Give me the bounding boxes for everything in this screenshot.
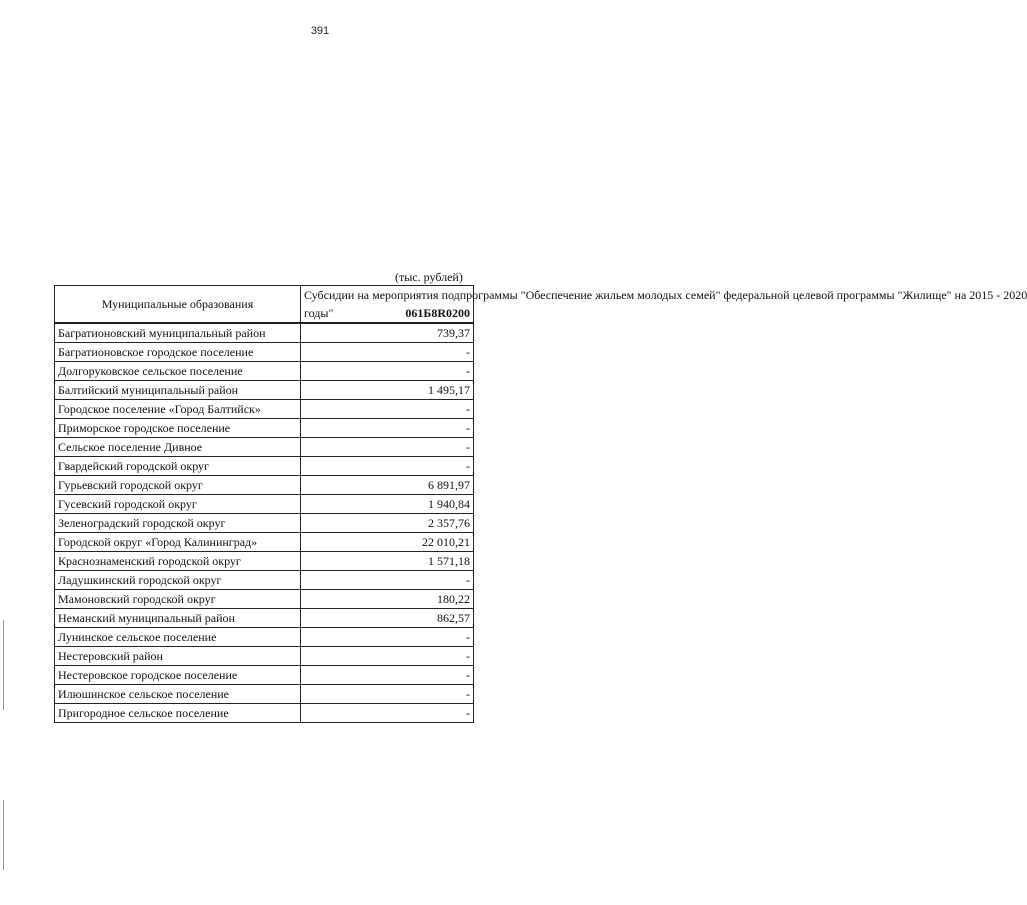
table-row xyxy=(55,666,474,685)
table-row xyxy=(55,685,474,704)
municipality-name: Илюшинское сельское поселение xyxy=(55,685,301,704)
subsidy-header-tail: годы" xyxy=(304,306,334,320)
subsidy-value: 6 891,97 xyxy=(301,476,474,495)
column-header-subsidy xyxy=(301,286,1027,324)
subsidy-value: - xyxy=(301,362,474,381)
subsidy-table xyxy=(54,285,1027,723)
municipality-name: Долгоруковское сельское поселение xyxy=(55,362,301,381)
municipality-name: Зеленоградский городской округ xyxy=(55,514,301,533)
subsidy-value: 1 571,18 xyxy=(301,552,474,571)
subsidy-budget-code: 061Б8R0200 xyxy=(405,306,470,320)
table-row xyxy=(55,476,474,495)
subsidy-value: 180,22 xyxy=(301,590,474,609)
table-row xyxy=(55,609,474,628)
scan-margin-mark xyxy=(3,800,4,870)
subsidy-value: 22 010,21 xyxy=(301,533,474,552)
subsidy-value: - xyxy=(301,666,474,685)
subsidy-value: - xyxy=(301,343,474,362)
table-row xyxy=(55,495,474,514)
scan-margin-mark xyxy=(3,620,4,710)
municipality-name: Мамоновский городской округ xyxy=(55,590,301,609)
subsidy-value: - xyxy=(301,571,474,590)
municipality-name: Нестеровский район xyxy=(55,647,301,666)
subsidy-value: - xyxy=(301,647,474,666)
municipality-name: Гурьевский городской округ xyxy=(55,476,301,495)
table-row xyxy=(55,438,474,457)
municipality-name: Ладушкинский городской округ xyxy=(55,571,301,590)
municipality-name: Багратионовский муниципальный район xyxy=(55,323,301,343)
municipality-name: Городской округ «Город Калининград» xyxy=(55,533,301,552)
municipality-name: Городское поселение «Город Балтийск» xyxy=(55,400,301,419)
municipality-name: Лунинское сельское поселение xyxy=(55,628,301,647)
municipality-name: Пригородное сельское поселение xyxy=(55,704,301,723)
municipality-name: Нестеровское городское поселение xyxy=(55,666,301,685)
table-row xyxy=(55,457,474,476)
table-row xyxy=(55,323,474,343)
subsidy-value: 2 357,76 xyxy=(301,514,474,533)
units-note: (тыс. рублей) xyxy=(395,270,463,284)
page-number: 391 xyxy=(310,25,330,37)
column-header-municipality: Муниципальные образования xyxy=(55,286,301,324)
subsidy-value: 1 940,84 xyxy=(301,495,474,514)
municipality-name: Гвардейский городской округ xyxy=(55,457,301,476)
municipality-name: Багратионовское городское поселение xyxy=(55,343,301,362)
table-row xyxy=(55,628,474,647)
subsidy-value: - xyxy=(301,400,474,419)
subsidy-header-code-line xyxy=(304,304,470,322)
subsidy-value: 862,57 xyxy=(301,609,474,628)
table-row xyxy=(55,514,474,533)
table-row xyxy=(55,704,474,723)
subsidy-value: 739,37 xyxy=(301,323,474,343)
municipality-name: Гусевский городской округ xyxy=(55,495,301,514)
table-row xyxy=(55,400,474,419)
subsidy-value: - xyxy=(301,704,474,723)
subsidy-value: - xyxy=(301,685,474,704)
table-row xyxy=(55,343,474,362)
municipality-name: Приморское городское поселение xyxy=(55,419,301,438)
table-row xyxy=(55,419,474,438)
subsidy-value: - xyxy=(301,628,474,647)
table-row xyxy=(55,552,474,571)
municipality-name: Сельское поселение Дивное xyxy=(55,438,301,457)
subsidy-value: - xyxy=(301,438,474,457)
table-row xyxy=(55,381,474,400)
subsidy-value: - xyxy=(301,457,474,476)
municipality-name: Балтийский муниципальный район xyxy=(55,381,301,400)
table-row xyxy=(55,362,474,381)
table-row xyxy=(55,571,474,590)
table-row xyxy=(55,647,474,666)
table-row xyxy=(55,533,474,552)
subsidy-value: 1 495,17 xyxy=(301,381,474,400)
table-header-row xyxy=(55,286,474,324)
subsidy-value: - xyxy=(301,419,474,438)
municipality-name: Краснознаменский городской округ xyxy=(55,552,301,571)
municipality-name: Неманский муниципальный район xyxy=(55,609,301,628)
subsidy-header-text: Субсидии на мероприятия подпрограммы "Обеспечение жильем молодых семей" федеральной целевой программы "Жилище" на 2015 - 2020 xyxy=(304,288,1027,302)
table-row xyxy=(55,590,474,609)
